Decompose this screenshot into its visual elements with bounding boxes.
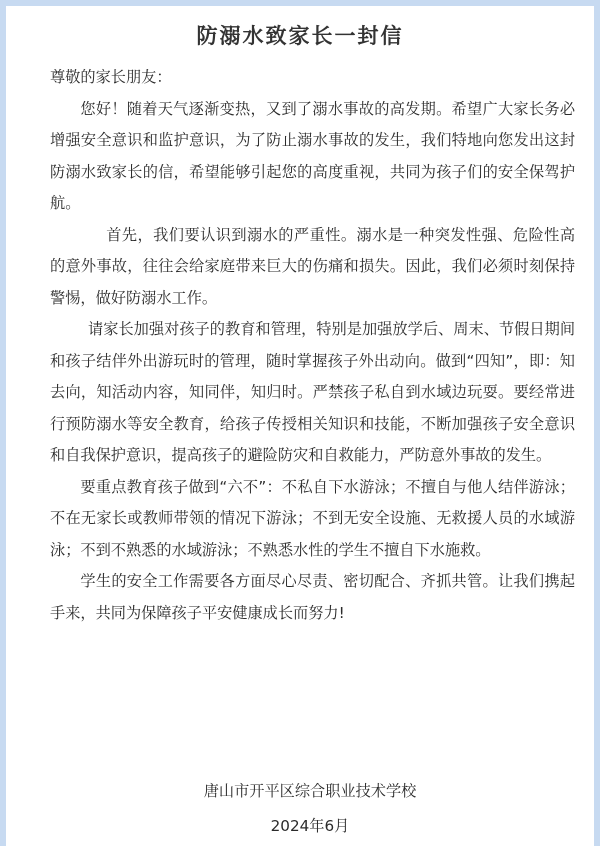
salutation: 尊敬的家长朋友： xyxy=(50,68,172,86)
paragraph-greeting: 您好！随着天气逐渐变热，又到了溺水事故的高发期。希望广大家长务必增强安全意识和监护意识，为了防止溺水事故的发生，我们特地向您发出这封防溺水致家长的信，希望能够引起您的高度重视，共同为孩子们的安全保驾护航。 xyxy=(50,99,575,212)
letter-title: 防溺水致家长一封信 xyxy=(196,23,404,48)
paragraph-six-nos: 要重点教育孩子做到“六不”：不私自下水游泳；不擅自与他人结伴游泳；不在无家长或教师带领的情况下游泳；不到无安全设施、无救援人员的水域游泳；不到不熟悉的水域游泳；不熟悉水性的学生不擅自下水施救。 xyxy=(50,477,575,559)
letter-body xyxy=(50,62,575,629)
paragraph-closing: 学生的安全工作需要各方面尽心尽责、密切配合、齐抓共管。让我们携起手来，共同为保障孩子平安健康成长而努力! xyxy=(50,572,575,622)
paragraph-supervision: 请家长加强对孩子的教育和管理，特别是加强放学后、周末、节假日期间和孩子结伴外出游玩时的管理，随时掌握孩子外出动向。做到“四知”，即：知去向，知活动内容，知同伴，知归时。严禁孩子私自到水域边玩耍。要经常进行预防溺水等安全教育，给孩子传授相关知识和技能，不断加强孩子安全意识和自我保护意识，提高孩子的避险防灾和自救能力，严防意外事故的发生。 xyxy=(50,320,575,464)
signature-date: 2024年6月 xyxy=(270,817,350,835)
signature-school: 唐山市开平区综合职业技术学校 xyxy=(203,782,417,800)
paragraph-severity: 首先，我们要认识到溺水的严重性。溺水是一种突发性强、危险性高的意外事故，往往会给家庭带来巨大的伤痛和损失。因此，我们必须时刻保持警惕，做好防溺水工作。 xyxy=(50,225,575,307)
